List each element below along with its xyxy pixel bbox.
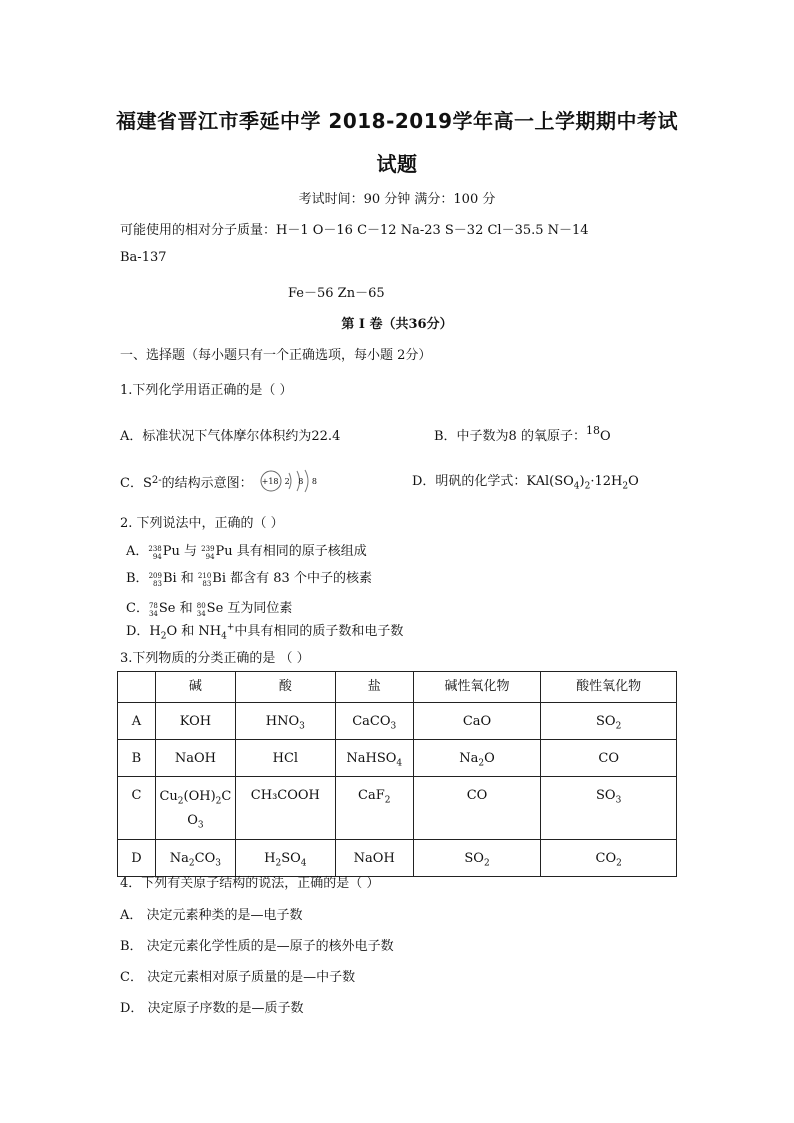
q2-d-sub2: 4	[221, 631, 227, 642]
cell-basic-oxide-sub: 2	[478, 758, 485, 769]
row-label: D	[118, 840, 156, 877]
cell-salt-text: CaCO	[352, 714, 391, 729]
q1-option-b-mass: 18	[585, 424, 600, 437]
cell-basic-oxide-sub: 2	[483, 858, 490, 869]
cell-salt: NaOH	[335, 840, 413, 877]
cell-acidic-oxide-text: SO	[596, 714, 616, 729]
cell-acid: CH₃COOH	[235, 777, 335, 840]
cell-salt	[335, 740, 413, 777]
cell-salt-sub: 3	[390, 721, 397, 732]
q2-c-mass1: 78	[148, 602, 158, 610]
q2-option-c	[126, 597, 292, 618]
q2-a-nuclide1	[148, 545, 161, 561]
q1-option-d-dot: ·12H	[590, 474, 623, 489]
row-label: B	[118, 740, 156, 777]
q2-c-atomic2: 34	[196, 610, 206, 618]
cell-base-text: Na	[169, 851, 189, 866]
q2-c-tail: 互为同位素	[223, 601, 293, 616]
cell-basic-oxide	[413, 840, 541, 877]
atom-nucleus-label: +18	[261, 477, 279, 486]
q2-c-mass2: 80	[196, 602, 206, 610]
cell-base-part3: C	[221, 789, 232, 804]
cell-salt-text: CaF	[358, 788, 385, 803]
q2-option-d	[126, 620, 404, 642]
cell-acid-text: H	[264, 851, 276, 866]
q1-stem: 1.下列化学用语正确的是（ ）	[120, 383, 293, 398]
q4-stem: 4．下列有关原子结构的说法，正确的是（ ）	[120, 876, 380, 891]
cell-salt-sub: 4	[396, 758, 403, 769]
cell-acidic-oxide	[541, 703, 677, 740]
q2-a-label: A．	[126, 544, 149, 559]
q2-b-symbol1: Bi	[162, 571, 177, 586]
q2-c-symbol1: Se	[158, 601, 176, 616]
relative-masses-line2: Ba-137	[120, 250, 167, 265]
cell-acidic-oxide-sub: 2	[615, 721, 622, 732]
cell-acid: HCl	[235, 740, 335, 777]
cell-base	[155, 777, 235, 840]
q2-d-mid: O 和 NH	[166, 624, 222, 639]
cell-basic-oxide: CaO	[413, 703, 541, 740]
q1-option-c-suffix: 的结构示意图：	[161, 475, 253, 491]
table-row	[118, 740, 677, 777]
header-cell-basic-oxide: 碱性氧化物	[413, 672, 541, 703]
q2-c-atomic1: 34	[148, 610, 158, 618]
cell-base-part1: Cu	[159, 789, 178, 804]
cell-salt-sub: 2	[384, 795, 391, 806]
header-cell-acidic-oxide: 酸性氧化物	[541, 672, 677, 703]
q2-b-tail: 都含有 83 个中子的核素	[226, 571, 372, 586]
q2-a-nuclide2	[201, 545, 214, 561]
relative-masses-line3: Fe－56 Zn－65	[288, 286, 385, 301]
q1-option-c: C．S 2- 的结构示意图： +18 2 8 8	[120, 468, 321, 494]
exam-info: 考试时间：90 分钟 满分：100 分	[298, 192, 496, 207]
cell-acidic-oxide-text: CO	[595, 851, 617, 866]
cell-base-sub2: 2	[215, 796, 222, 807]
row-label: A	[118, 703, 156, 740]
cell-acid-sub: 2	[275, 858, 282, 869]
q2-option-b	[126, 567, 372, 588]
q1-option-b-text: B．中子数为8 的氧原子：	[434, 429, 586, 444]
q2-c-nuclide2	[197, 602, 206, 618]
q2-a-atomic2: 94	[205, 553, 215, 561]
q2-a-mass2: 239	[201, 545, 215, 553]
cell-base-sub3: 3	[197, 820, 204, 831]
cell-acid-text: HNO	[265, 714, 300, 729]
q1-option-b	[434, 425, 611, 444]
cell-acid	[235, 703, 335, 740]
cell-acidic-oxide-text: SO	[596, 788, 616, 803]
volume-title: 第 I 卷（共36分）	[341, 317, 453, 332]
q4-option-a: A． 决定元素种类的是—电子数	[120, 908, 303, 923]
header-cell-base: 碱	[155, 672, 235, 703]
q1-option-d-end: O	[628, 474, 639, 489]
cell-salt	[335, 777, 413, 840]
table-header-row	[118, 672, 677, 703]
relative-masses-line1: 可能使用的相对分子质量：H－1 O－16 C－12 Na-23 S－32 Cl－35.5 N－14	[120, 223, 589, 238]
q2-c-nuclide1	[149, 602, 158, 618]
cell-base-mid: CO	[194, 851, 216, 866]
classification-table	[117, 671, 677, 877]
q2-b-nuclide2	[198, 572, 211, 588]
q1-option-a: A．标准状况下气体摩尔体积约为22.4	[120, 429, 341, 444]
table-row	[118, 777, 677, 840]
q2-a-symbol2: Pu	[215, 544, 233, 559]
q4-option-b: B． 决定元素化学性质的是—原子的核外电子数	[120, 939, 394, 954]
q2-b-label: B．	[126, 571, 149, 586]
cell-base	[155, 840, 235, 877]
cell-base-line2: O	[187, 813, 198, 828]
exam-title: 福建省晋江市季延中学 2018-2019学年高一上学期期中考试	[115, 109, 679, 133]
q1-option-d-sub3: 2	[622, 481, 629, 492]
cell-basic-oxide-text: Na	[459, 751, 479, 766]
header-cell-salt: 盐	[335, 672, 413, 703]
table-row	[118, 703, 677, 740]
q2-b-atomic1: 83	[153, 580, 162, 588]
q1-option-b-symbol: O	[599, 429, 611, 444]
cell-acid-mid: SO	[281, 851, 301, 866]
q1-option-d-text: D．明矾的化学式：KAl(SO	[412, 474, 574, 489]
q2-b-join: 和	[176, 571, 198, 586]
cell-salt	[335, 703, 413, 740]
q4-option-d: D． 决定原子序数的是—质子数	[120, 1001, 304, 1016]
q2-b-atomic2: 83	[202, 580, 212, 588]
q1-option-d	[412, 470, 639, 492]
q2-stem: 2. 下列说法中，正确的（ ）	[120, 516, 284, 531]
cell-base: NaOH	[155, 740, 235, 777]
q3-stem: 3.下列物质的分类正确的是 （ ）	[120, 651, 310, 666]
cell-acidic-oxide	[541, 777, 677, 840]
q1-option-d-mid: )	[579, 474, 585, 489]
cell-acidic-oxide-sub: 2	[616, 858, 622, 869]
cell-salt-text: NaHSO	[346, 751, 397, 766]
q1-option-c-prefix: C．S	[120, 475, 152, 491]
q4-option-c: C． 决定元素相对原子质量的是—中子数	[120, 970, 356, 985]
q2-d-tail: 中具有相同的质子数和电子数	[234, 624, 404, 639]
cell-base-sub: 2	[188, 858, 195, 869]
atom-shell-electrons: 2 8 8	[284, 477, 320, 486]
q2-b-mass1: 209	[148, 572, 162, 580]
cell-base-part2: (OH)	[183, 789, 216, 804]
q1-option-d-sub2: 2	[584, 481, 591, 492]
header-cell-acid: 酸	[235, 672, 335, 703]
cell-acid-sub2: 4	[300, 858, 307, 869]
q2-a-tail: 具有相同的原子核组成	[232, 544, 367, 559]
cell-base-sub1: 2	[177, 796, 184, 807]
row-label: C	[118, 777, 156, 840]
cell-basic-oxide-text: SO	[464, 851, 484, 866]
q2-a-symbol1: Pu	[162, 544, 180, 559]
q2-b-symbol2: Bi	[212, 571, 227, 586]
table-row	[118, 840, 677, 877]
cell-acidic-oxide	[541, 840, 677, 877]
cell-base: KOH	[155, 703, 235, 740]
cell-basic-oxide: CO	[413, 777, 541, 840]
cell-acidic-oxide-sub: 3	[615, 795, 622, 806]
cell-base-sub2: 3	[215, 858, 221, 869]
q2-c-symbol2: Se	[206, 601, 224, 616]
q2-d-label: D．H	[126, 624, 161, 639]
q2-a-join: 与	[179, 544, 202, 559]
q2-option-a	[126, 540, 367, 561]
q2-d-sub1: 2	[160, 631, 167, 642]
q2-c-join: 和	[175, 601, 197, 616]
q2-d-sup: +	[226, 622, 235, 633]
q2-b-mass2: 210	[197, 572, 212, 580]
cell-basic-oxide	[413, 740, 541, 777]
cell-acidic-oxide: CO	[541, 740, 677, 777]
cell-basic-oxide-tail: O	[484, 751, 495, 766]
q2-a-atomic1: 94	[152, 553, 162, 561]
exam-title-continued: 试题	[376, 152, 418, 176]
part1-heading: 一、选择题（每小题只有一个正确选项，每小题 2分）	[120, 348, 432, 363]
q2-b-nuclide1	[149, 572, 162, 588]
cell-acid-sub: 3	[299, 721, 305, 732]
q2-a-mass1: 238	[148, 545, 162, 553]
q2-c-label: C．	[126, 601, 149, 616]
header-cell-empty	[118, 672, 156, 703]
cell-acid	[235, 840, 335, 877]
atom-structure-diagram	[259, 468, 321, 494]
q1-option-d-sub1: 4	[573, 481, 580, 492]
